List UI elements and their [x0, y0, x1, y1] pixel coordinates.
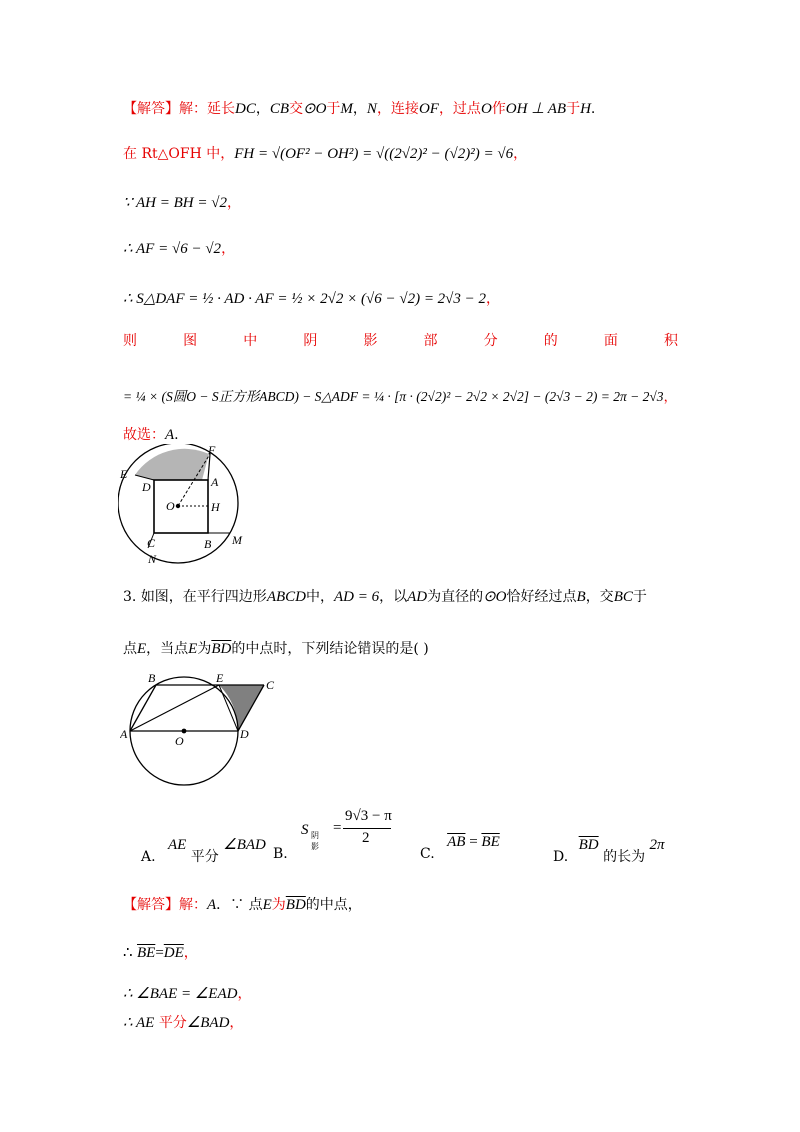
label-o: O: [175, 734, 184, 748]
math-eq: =: [155, 945, 164, 961]
period: .: [174, 427, 179, 443]
math-n: N: [366, 101, 377, 117]
math-ad: AD: [407, 589, 428, 605]
comma: ，: [255, 101, 270, 117]
solution-text: 于: [566, 101, 581, 117]
solution-text: 平分: [158, 1015, 187, 1031]
question-text: 恰好经过点: [506, 589, 577, 605]
math-arc-bd: $\overline{BD}$: [285, 897, 306, 913]
solution-text: 在 Rt△OFH 中，: [123, 146, 235, 162]
fraction-bar: [343, 828, 391, 829]
math-a: A: [207, 897, 217, 913]
math-arc-be: $\overline{BE}$: [481, 834, 500, 850]
math-2pi: 2π: [649, 837, 665, 853]
option-text: 平分: [190, 849, 219, 865]
math-therefore: ∴: [123, 945, 133, 961]
answer-tag: 【解答】: [123, 101, 179, 117]
answer-tag: 【解答】: [123, 897, 179, 913]
math-numerator: 9√3 − π: [345, 808, 392, 824]
solution-line-area-daf: [123, 288, 500, 308]
math-arc-ab: $\overline{AB}$: [447, 834, 466, 850]
math-arc-bd: $\overline{BD}$: [578, 837, 599, 853]
solution-text: 交: [289, 101, 304, 117]
solution-3-line-2: [123, 942, 198, 962]
math-arc-be: $\overline{BE}$: [137, 945, 156, 961]
math-eq: =: [333, 820, 342, 836]
spread-char: 部: [423, 333, 438, 349]
option-letter: D.: [553, 849, 569, 865]
label-d: D: [142, 480, 151, 494]
math-ad-6: AD = 6: [333, 589, 380, 605]
math-e: E: [137, 641, 147, 657]
math-of: OF: [418, 101, 439, 117]
label-d: D: [240, 727, 249, 741]
math-m: M: [340, 101, 353, 117]
question-text: ，以: [379, 589, 408, 605]
option-text: 的长为: [603, 849, 646, 865]
question-3-line-1: [123, 586, 647, 606]
math-e: E: [262, 897, 272, 913]
spread-char: 中: [243, 333, 258, 349]
question-text: 的中点时，下列结论错误的是: [231, 641, 414, 657]
label-a: A: [211, 475, 219, 489]
label-e: E: [216, 671, 224, 685]
math-circle-o: ⊙O: [483, 589, 507, 605]
comma: ，: [229, 1015, 244, 1031]
math-formula: FH = √(OF² − OH²) = √((2√2)² − (√2)²) = √6: [234, 146, 514, 162]
comma: ，: [237, 986, 252, 1002]
question-text: 点: [123, 641, 137, 657]
figure-circle-square: [118, 444, 268, 574]
math-arc-bd: $\overline{BD}$: [211, 641, 232, 657]
option-letter: C.: [420, 846, 435, 862]
math-b: B: [576, 589, 586, 605]
solution-intro-line: 【解答】解：延长DC，CB交⊙O于M，N，连接OF，过点O作OH ⊥ AB于H.: [123, 101, 596, 117]
solution-line-af: [123, 238, 235, 258]
answer-line: [123, 424, 179, 444]
solution-line-shaded-area: [123, 385, 677, 405]
math-abcd: ABCD: [266, 589, 306, 605]
question-text: ，当点: [146, 641, 189, 657]
label-n: N: [148, 552, 157, 566]
comma: ，: [486, 291, 501, 307]
math-formula: ∴ AF = √6 − √2: [123, 241, 222, 257]
question-text: ，交: [585, 589, 614, 605]
math-oh-perp-ab: OH ⊥ AB: [505, 101, 567, 117]
solution-3-line-3: [123, 983, 251, 1003]
math-cb: CB: [269, 101, 290, 117]
question-3-line-2: [123, 638, 429, 658]
answer-text: 故选：: [123, 427, 165, 443]
solution-3-line-1: [123, 894, 362, 914]
question-text: 为直径的: [427, 589, 484, 605]
label-e: E: [120, 467, 128, 481]
math-e: E: [188, 641, 198, 657]
math-dc: DC: [235, 101, 256, 117]
math-o: O: [480, 101, 492, 117]
question-number: 3.: [123, 589, 137, 605]
math-subscript: 阴影: [311, 831, 319, 851]
math-angle-bad: ∠BAD: [223, 837, 266, 853]
question-text: 为: [197, 641, 212, 657]
spread-char: 影: [363, 333, 378, 349]
math-circle-o: ⊙O: [303, 101, 327, 117]
option-d[interactable]: [553, 834, 665, 865]
math-angle-bad: ∠BAD: [186, 1015, 230, 1031]
math-bc: BC: [613, 589, 633, 605]
math-formula: = ¼ × (S圆O − S正方形ABCD) − S△ADF = ¼ · [π · (2√2)² − 2√2 × 2√2] − (2√3 − 2) = 2π − 2√3: [123, 389, 664, 404]
spread-char: 阴: [303, 333, 318, 349]
solution-text: ，过点: [438, 101, 481, 117]
comma: ，: [227, 195, 241, 211]
question-text: 于: [632, 589, 647, 605]
solution-text: 解：: [179, 897, 207, 913]
option-letter: B.: [273, 846, 288, 862]
label-c: C: [266, 678, 275, 692]
solution-line-ah: [123, 192, 241, 212]
spread-char: 分: [483, 333, 498, 349]
math-eq: =: [465, 834, 482, 850]
math-ae: AE: [168, 837, 187, 853]
question-text: 中，: [305, 589, 334, 605]
label-b: B: [204, 537, 212, 551]
label-f: F: [208, 444, 216, 457]
solution-3-line-4: [123, 1012, 243, 1032]
answer-choice: A: [165, 427, 175, 443]
period: .: [590, 101, 596, 117]
comma: ，: [183, 945, 198, 961]
label-a: A: [120, 727, 128, 741]
label-m: M: [232, 533, 242, 547]
math-formula: ∴ ∠BAE = ∠EAD: [123, 986, 238, 1002]
comma: ，: [221, 241, 236, 257]
spread-char: 积: [663, 333, 678, 349]
solution-line-fh: [123, 143, 527, 163]
label-b: B: [148, 671, 156, 685]
comma: ，: [513, 146, 528, 162]
solution-text: 作: [491, 101, 506, 117]
comma: ，: [663, 390, 677, 405]
math-denominator: 2: [362, 830, 370, 846]
option-a[interactable]: [141, 834, 266, 865]
question-text: 如图，在平行四边形: [140, 589, 267, 605]
solution-text: 解：延长: [179, 101, 235, 117]
math-formula: ∴ S△DAF = ½ · AD · AF = ½ × 2√2 × (√6 − √2) = 2√3 − 2: [123, 291, 487, 307]
label-c: C: [147, 536, 156, 550]
spread-char: 则: [123, 333, 137, 349]
solution-text: 为: [271, 897, 286, 913]
label-h: H: [211, 500, 220, 514]
solution-text: 于: [326, 101, 341, 117]
figure-parallelogram-circle: [120, 670, 290, 790]
math-s: S: [301, 822, 309, 838]
spread-char: 图: [183, 333, 198, 349]
math-arc-de: $\overline{DE}$: [163, 945, 184, 961]
label-o: O: [166, 499, 175, 513]
option-c[interactable]: [420, 834, 500, 862]
math-formula: ∴ AE: [123, 1015, 155, 1031]
math-h: H: [580, 101, 591, 117]
spread-char: 的: [543, 333, 558, 349]
math-formula: ∵ AH = BH = √2: [123, 195, 227, 211]
solution-text: ．∵ 点: [216, 897, 263, 913]
solution-text: ，连接: [376, 101, 419, 117]
answer-paren: ( ): [413, 641, 429, 657]
solution-text: 的中点，: [305, 897, 362, 913]
spread-text-line: [123, 330, 678, 350]
spread-char: 面: [603, 333, 618, 349]
option-letter: A.: [141, 849, 156, 865]
